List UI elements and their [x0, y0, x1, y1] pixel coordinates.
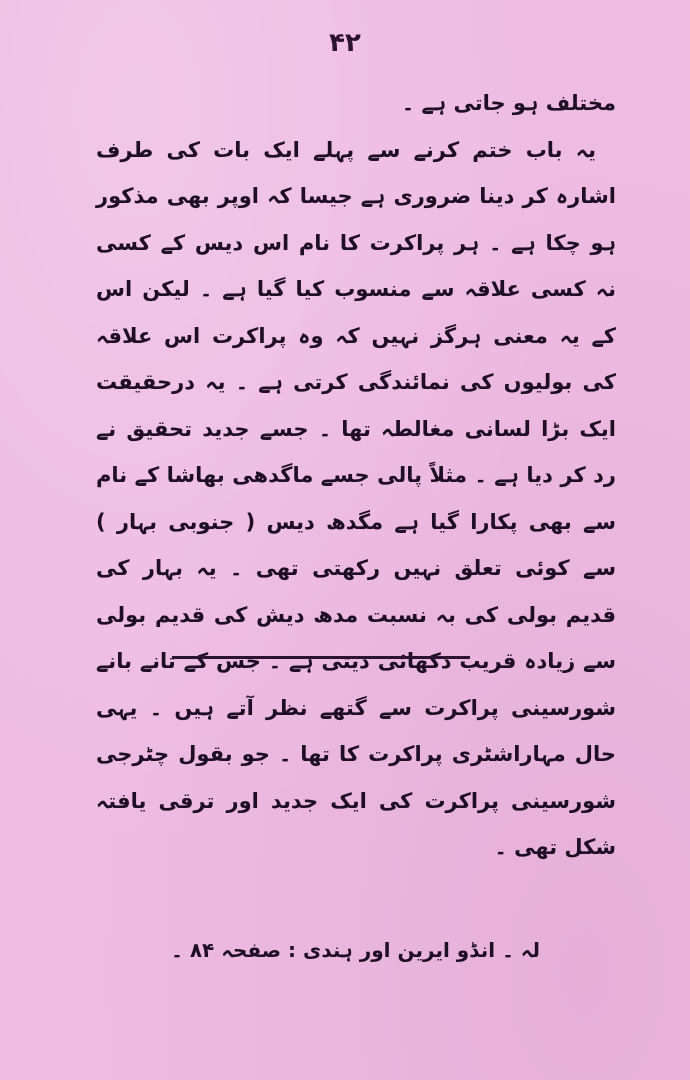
- section-divider: [172, 656, 470, 659]
- paragraph: یہ باب ختم کرنے سے پہلے ایک بات کی طرف اشارہ کر دینا ضروری ہے جیسا کہ اوپر بھی مذکور ہو چکا ہے ۔ ہر پراکرت کا نام اس دیس کے کسی نہ کسی علاقہ سے منسوب کیا گیا ہے ۔ لیکن اس کے یہ معنی ہرگز نہیں کہ وہ پراکرت اس علاقہ کی بولیوں کی نمائندگی کرتی ہے ۔ یہ درحقیقت ایک بڑا لسانی مغالطہ تھا ۔ جسے جدید تحقیق نے رد کر دیا ہے ۔ مثلاً پالی جسے ماگدھی بھاشا کے نام سے بھی پکارا گیا ہے مگدھ دیس ( جنوبی بہار ) سے کوئی تعلق نہیں رکھتی تھی ۔ یہ بہار کی قدیم بولی کی بہ نسبت مدھ دیش کی قدیم بولی سے زیادہ قریب دکھائی دیتی ہے ۔ جس کے تانے بانے شورسینی پراکرت سے گتھے نظر آتے ہیں ۔ یہی حال مہاراشٹری پراکرت کا تھا ۔ جو بقول چٹرجی شورسینی پراکرت کی ایک جدید اور ترقی یافتہ شکل تھی ۔: [96, 137, 616, 859]
- continued-line: مختلف ہو جاتی ہے ۔: [401, 91, 616, 115]
- page-number: ۴۲: [329, 28, 361, 58]
- footnote: لہ ۔ انڈو ایرین اور ہندی : صفحہ ۸۴ ۔: [171, 938, 540, 962]
- body-text: [96, 80, 616, 871]
